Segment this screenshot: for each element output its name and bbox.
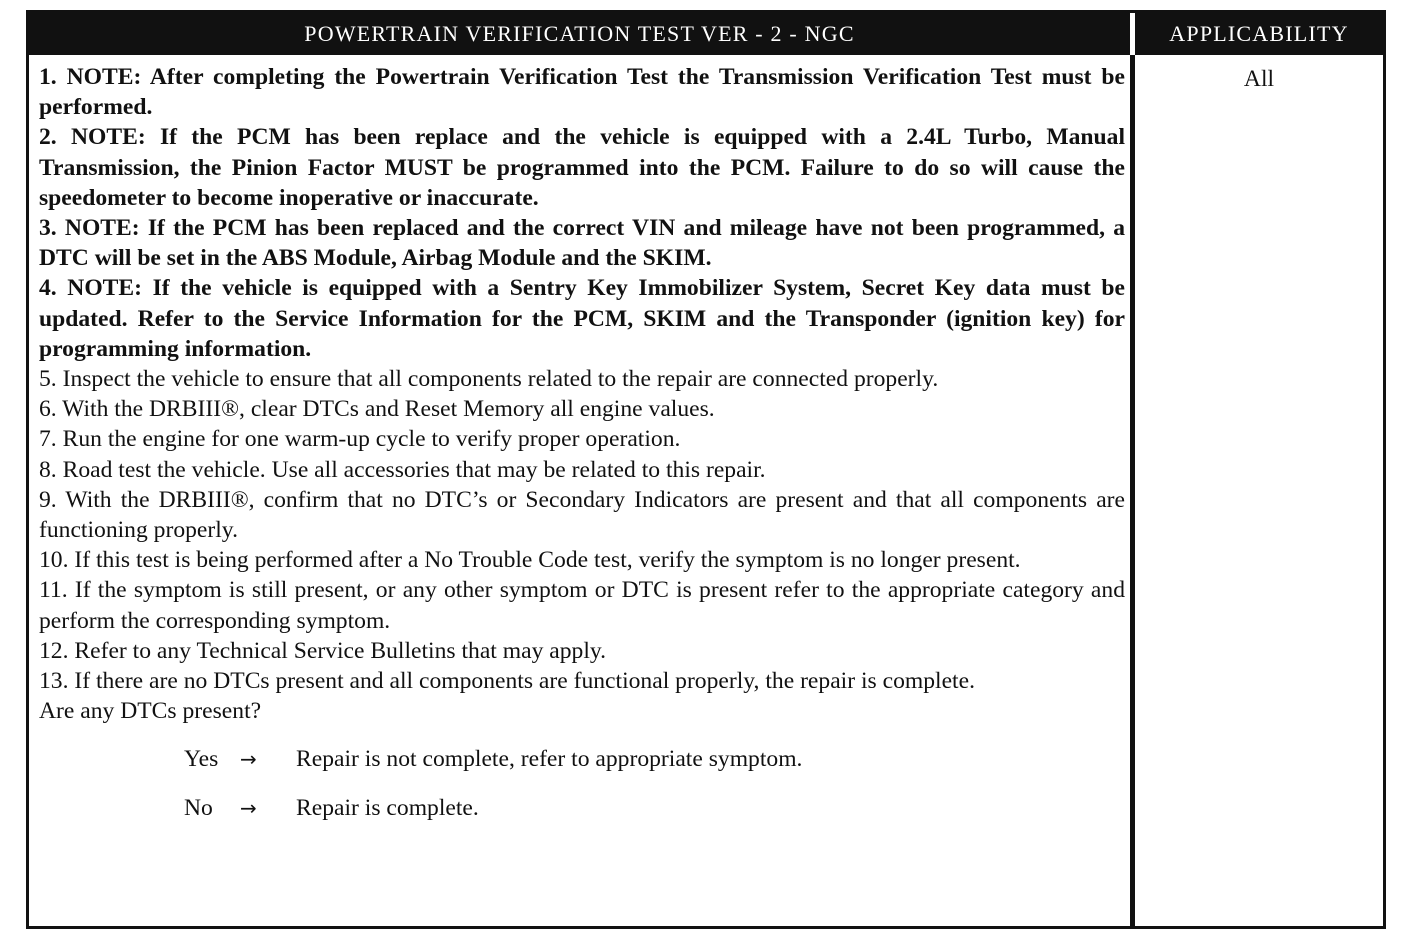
step-5: 5. Inspect the vehicle to ensure that all components related to the repair are connected properly. <box>39 366 939 393</box>
answer-yes <box>184 746 1125 795</box>
step-13: 13. If there are no DTCs present and all components are functional properly, the repair is complete. <box>39 668 975 695</box>
test-steps <box>39 62 1125 844</box>
step-3: 3. NOTE: If the PCM has been replaced and the correct VIN and mileage have not been programmed, a DTC will be set in the ABS Module, Airbag Module and the SKIM. <box>39 215 1125 272</box>
test-title: POWERTRAIN VERIFICATION TEST VER - 2 - NGC <box>304 21 855 46</box>
answer-no-text: Repair is complete. <box>296 795 479 822</box>
answer-options <box>184 746 1125 844</box>
dtc-question: Are any DTCs present? <box>39 698 262 725</box>
test-table <box>26 10 1386 929</box>
step-10: 10. If this test is being performed after a No Trouble Code test, verify the symptom is no longer present. <box>39 547 1021 574</box>
table-header <box>29 13 1383 55</box>
step-6: 6. With the DRBIII®, clear DTCs and Reset Memory all engine values. <box>39 396 715 423</box>
arrow-right-icon: → <box>240 796 257 821</box>
step-12: 12. Refer to any Technical Service Bulletins that may apply. <box>39 637 607 664</box>
answer-no <box>184 795 1125 844</box>
step-8: 8. Road test the vehicle. Use all accessories that may be related to this repair. <box>39 456 766 483</box>
applicability-value: All <box>1243 66 1275 92</box>
applicability-header: APPLICABILITY <box>1169 21 1349 46</box>
arrow-right-icon: → <box>240 747 257 772</box>
step-11: 11. If the symptom is still present, or any other symptom or DTC is present refer to the appropriate category and perform the corresponding symptom. <box>39 577 1125 634</box>
answer-no-key: No <box>184 795 213 822</box>
answer-yes-text: Repair is not complete, refer to appropriate symptom. <box>296 746 803 773</box>
answer-yes-key: Yes <box>184 746 219 773</box>
step-1: 1. NOTE: After completing the Powertrain Verification Test the Transmission Verification Test must be performed. <box>39 64 1125 121</box>
step-2: 2. NOTE: If the PCM has been replace and the vehicle is equipped with a 2.4L Turbo, Manual Transmission, the Pinion Factor MUST be programmed into the PCM. Failure to do so will cause the speedometer to become inoperative or inaccurate. <box>39 124 1125 211</box>
step-7: 7. Run the engine for one warm-up cycle to verify proper operation. <box>39 426 681 453</box>
column-divider <box>1130 55 1135 929</box>
step-4: 4. NOTE: If the vehicle is equipped with a Sentry Key Immobilizer System, Secret Key data must be updated. Refer to the Service Information for the PCM, SKIM and the Transponder (ignition key) for programming information. <box>39 275 1125 362</box>
step-9: 9. With the DRBIII®, confirm that no DTC’s or Secondary Indicators are present and that all components are functioning properly. <box>39 486 1125 544</box>
